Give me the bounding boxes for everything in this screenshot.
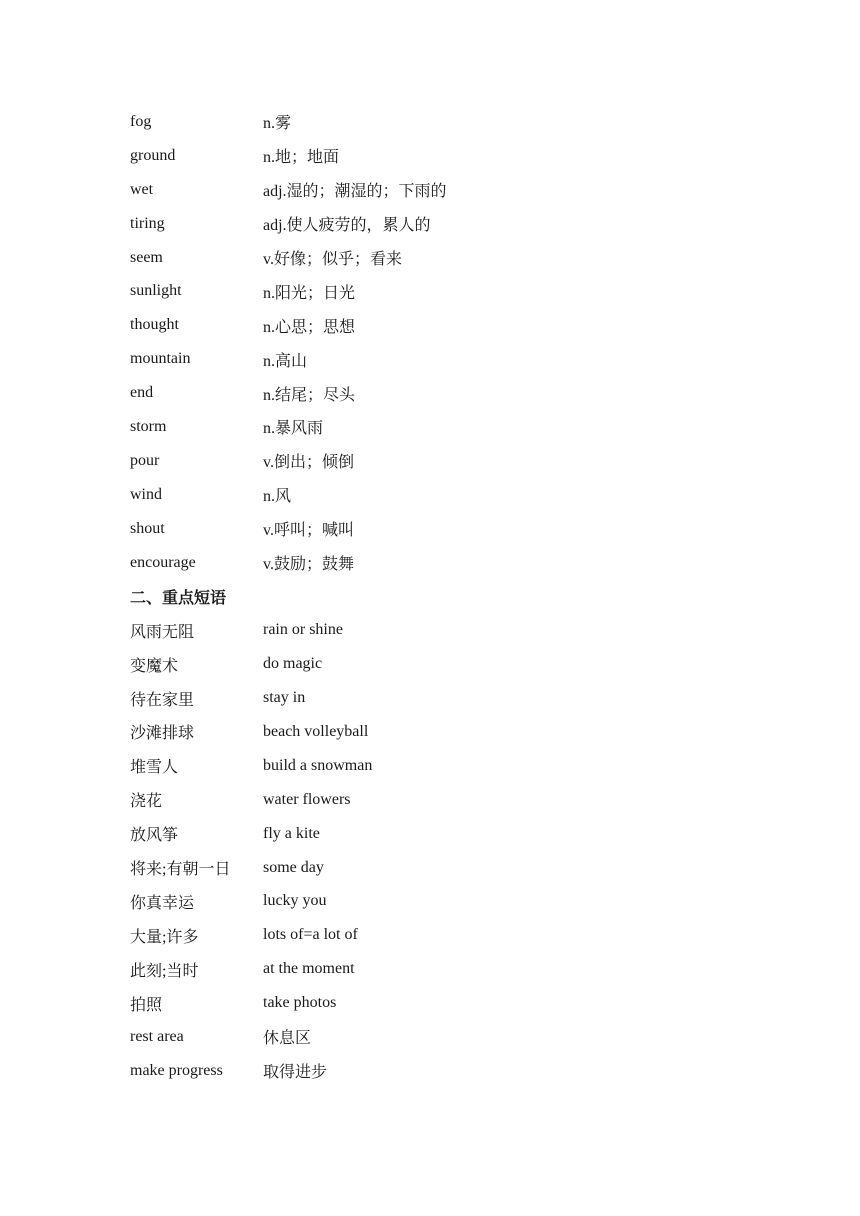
vocab-word: mountain [130, 350, 191, 368]
phrase-right: water flowers [263, 790, 351, 808]
vocab-row [130, 105, 730, 139]
phrase-right: lucky you [263, 892, 327, 910]
phrase-left: 变魔术 [130, 657, 179, 675]
phrase-right: rain or shine [263, 621, 343, 639]
vocab-meaning: v.好像；似乎；看来 [263, 251, 402, 268]
vocab-row [130, 342, 730, 376]
vocab-meaning: n.地；地面 [263, 149, 340, 167]
vocab-row [130, 139, 730, 173]
vocab-row [130, 274, 730, 308]
phrase-row [130, 817, 730, 851]
vocab-word: seem [130, 248, 163, 266]
phrase-row [130, 715, 730, 749]
vocab-meaning: adj.使人疲劳的，累人的 [263, 217, 431, 235]
phrase-right: stay in [263, 689, 306, 707]
vocab-row [130, 173, 730, 207]
vocab-meaning: n.结尾；尽头 [263, 386, 356, 404]
phrase-left: 将来;有朝一日 [130, 861, 231, 879]
phrase-row [130, 647, 730, 681]
vocab-row [130, 308, 730, 342]
phrase-left: 堆雪人 [130, 759, 179, 777]
vocab-word: wind [130, 485, 162, 503]
vocab-word: pour [130, 451, 160, 469]
phrase-right: lots of=a lot of [263, 926, 358, 944]
vocab-meaning: adj.湿的；潮湿的；下雨的 [263, 183, 447, 201]
phrase-row [130, 749, 730, 783]
vocab-meaning: n.心思；思想 [263, 318, 356, 336]
vocab-row [130, 546, 730, 580]
vocab-meaning: v.呼叫；喊叫 [263, 522, 354, 540]
phrase-left: 沙滩排球 [130, 725, 195, 743]
vocab-word: sunlight [130, 282, 182, 300]
phrase-right: at the moment [263, 960, 355, 978]
vocab-word: thought [130, 316, 179, 334]
vocab-meaning: n.阳光；日光 [263, 284, 356, 302]
vocab-word: tiring [130, 214, 165, 232]
vocab-row [130, 241, 730, 275]
phrase-row [130, 1020, 730, 1054]
phrase-right: 休息区 [263, 1030, 312, 1048]
phrase-left: 待在家里 [130, 691, 195, 709]
phrase-row [130, 1054, 730, 1088]
phrase-right: fly a kite [263, 824, 320, 842]
vocab-word: fog [130, 112, 152, 130]
phrase-row [130, 918, 730, 952]
phrase-left: make progress [130, 1061, 223, 1079]
vocab-meaning: v.鼓励；鼓舞 [263, 556, 354, 574]
phrase-left: 浇花 [130, 793, 163, 811]
phrase-right: take photos [263, 994, 337, 1012]
document-content [130, 105, 730, 1088]
phrase-left: 放风筝 [130, 827, 179, 845]
vocab-word: end [130, 384, 154, 402]
phrase-right: do magic [263, 655, 323, 673]
phrase-row [130, 613, 730, 647]
vocab-row [130, 410, 730, 444]
vocab-meaning: v.倒出；倾倒 [263, 454, 354, 472]
vocab-row [130, 207, 730, 241]
vocab-word: encourage [130, 553, 196, 571]
phrase-row [130, 783, 730, 817]
phrase-row [130, 884, 730, 918]
phrase-row [130, 952, 730, 986]
phrase-list [130, 613, 730, 1087]
phrase-right: build a snowman [263, 756, 373, 774]
phrase-right: beach volleyball [263, 722, 369, 740]
vocab-meaning: n.暴风雨 [263, 420, 324, 438]
vocab-word: storm [130, 417, 167, 435]
phrase-left: 此刻;当时 [130, 962, 199, 980]
phrase-left: rest area [130, 1027, 184, 1045]
vocabulary-list [130, 105, 730, 579]
vocab-row [130, 444, 730, 478]
phrase-right: 取得进步 [263, 1064, 328, 1082]
vocab-word: ground [130, 146, 176, 164]
phrase-left: 你真幸运 [130, 894, 195, 912]
phrase-row [130, 851, 730, 885]
vocab-row [130, 376, 730, 410]
vocab-meaning: n.高山 [263, 352, 308, 370]
phrase-left: 大量;许多 [130, 928, 199, 946]
phrase-left: 拍照 [130, 996, 163, 1014]
phrase-left: 风雨无阻 [130, 623, 195, 641]
section-heading-phrases: 二、重点短语 [130, 587, 227, 607]
phrase-right: some day [263, 858, 324, 876]
vocab-meaning: n.雾 [263, 115, 292, 133]
vocab-word: wet [130, 180, 154, 198]
phrase-row [130, 681, 730, 715]
vocab-row [130, 478, 730, 512]
vocab-meaning: n.风 [263, 488, 292, 506]
vocab-word: shout [130, 519, 165, 537]
vocab-row [130, 512, 730, 546]
phrase-row [130, 986, 730, 1020]
